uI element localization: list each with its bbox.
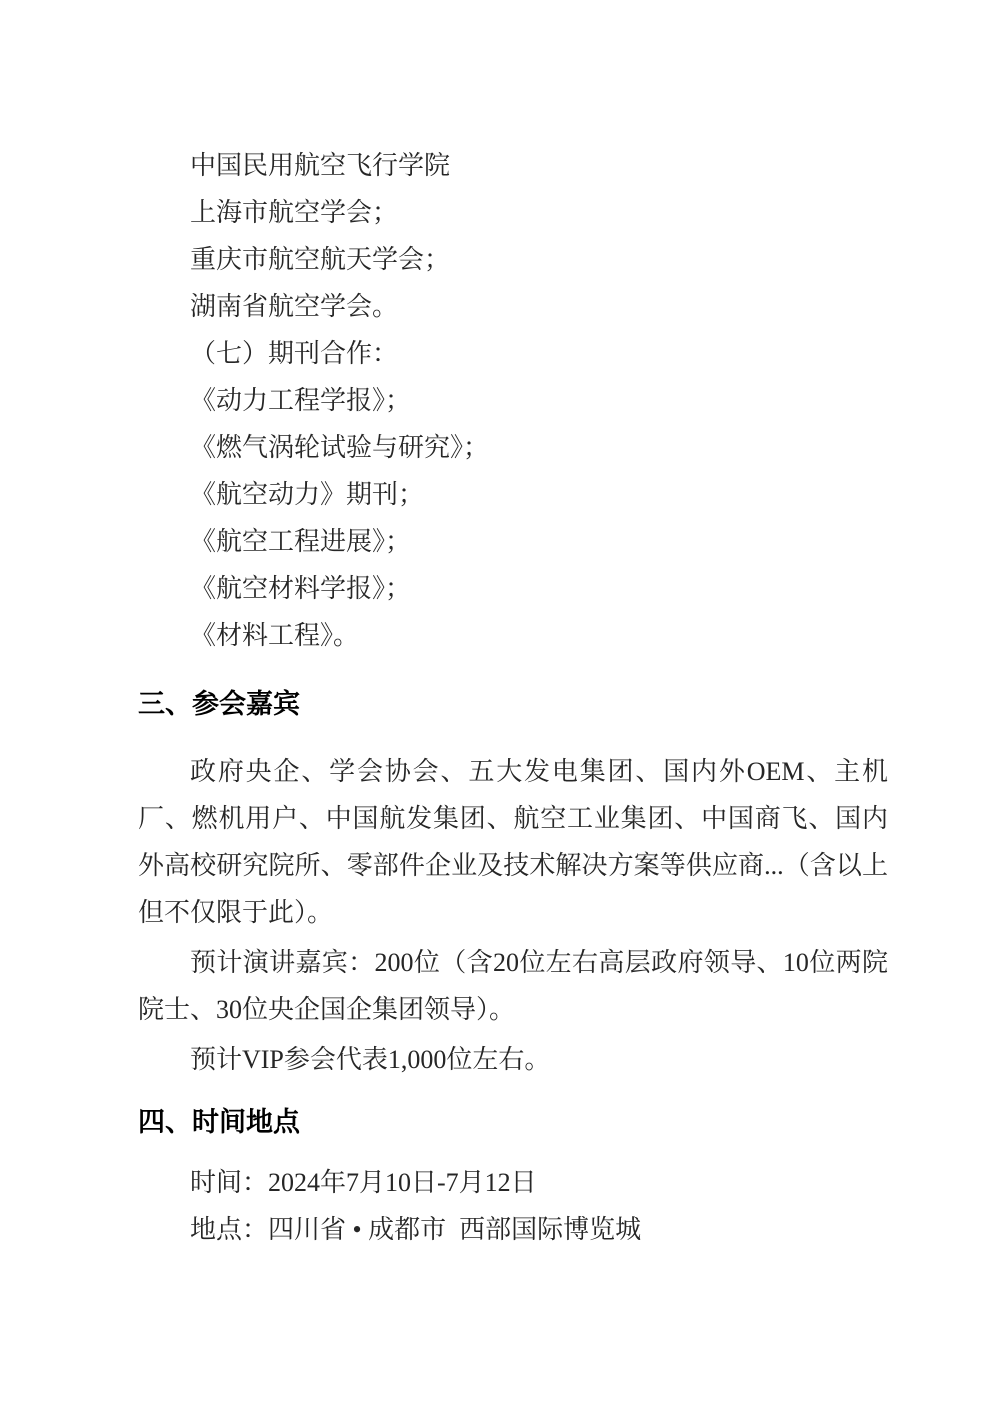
time-line: 时间：2024年7月10日-7月12日 <box>190 1168 537 1197</box>
location-line: 地点：四川省 • 成都市 西部国际博览城 <box>190 1215 642 1244</box>
speakers-paragraph: 预计演讲嘉宾：200位（含20位左右高层政府领导、10位两院院士、30位央企国企集团领导）。 <box>138 948 888 1024</box>
vip-paragraph: 预计VIP参会代表1,000位左右。 <box>190 1045 551 1074</box>
document-content <box>138 142 888 1253</box>
doc-line: 《材料工程》。 <box>190 621 360 650</box>
guests-paragraph: 政府央企、学会协会、五大发电集团、国内外OEM、主机厂、燃机用户、中国航发集团、航空工业集团、中国商飞、国内外高校研究院所、零部件企业及技术解决方案等供应商...（含以上但不仅限于此）。 <box>138 757 888 927</box>
doc-line: 《燃气涡轮试验与研究》； <box>190 433 490 462</box>
doc-line: 中国民用航空飞行学院 <box>190 151 451 180</box>
doc-line: （七）期刊合作： <box>190 339 399 368</box>
section-4-heading: 四、时间地点 <box>138 1107 300 1137</box>
doc-line: 《航空材料学报》； <box>190 574 412 603</box>
doc-line: 上海市航空学会； <box>190 198 399 227</box>
doc-line: 重庆市航空航天学会； <box>190 245 451 274</box>
section-3-heading: 三、参会嘉宾 <box>138 689 300 719</box>
doc-line: 《航空动力》期刊； <box>190 480 425 509</box>
doc-line: 《动力工程学报》； <box>190 386 412 415</box>
doc-line: 湖南省航空学会。 <box>190 292 399 321</box>
doc-line: 《航空工程进展》； <box>190 527 412 556</box>
